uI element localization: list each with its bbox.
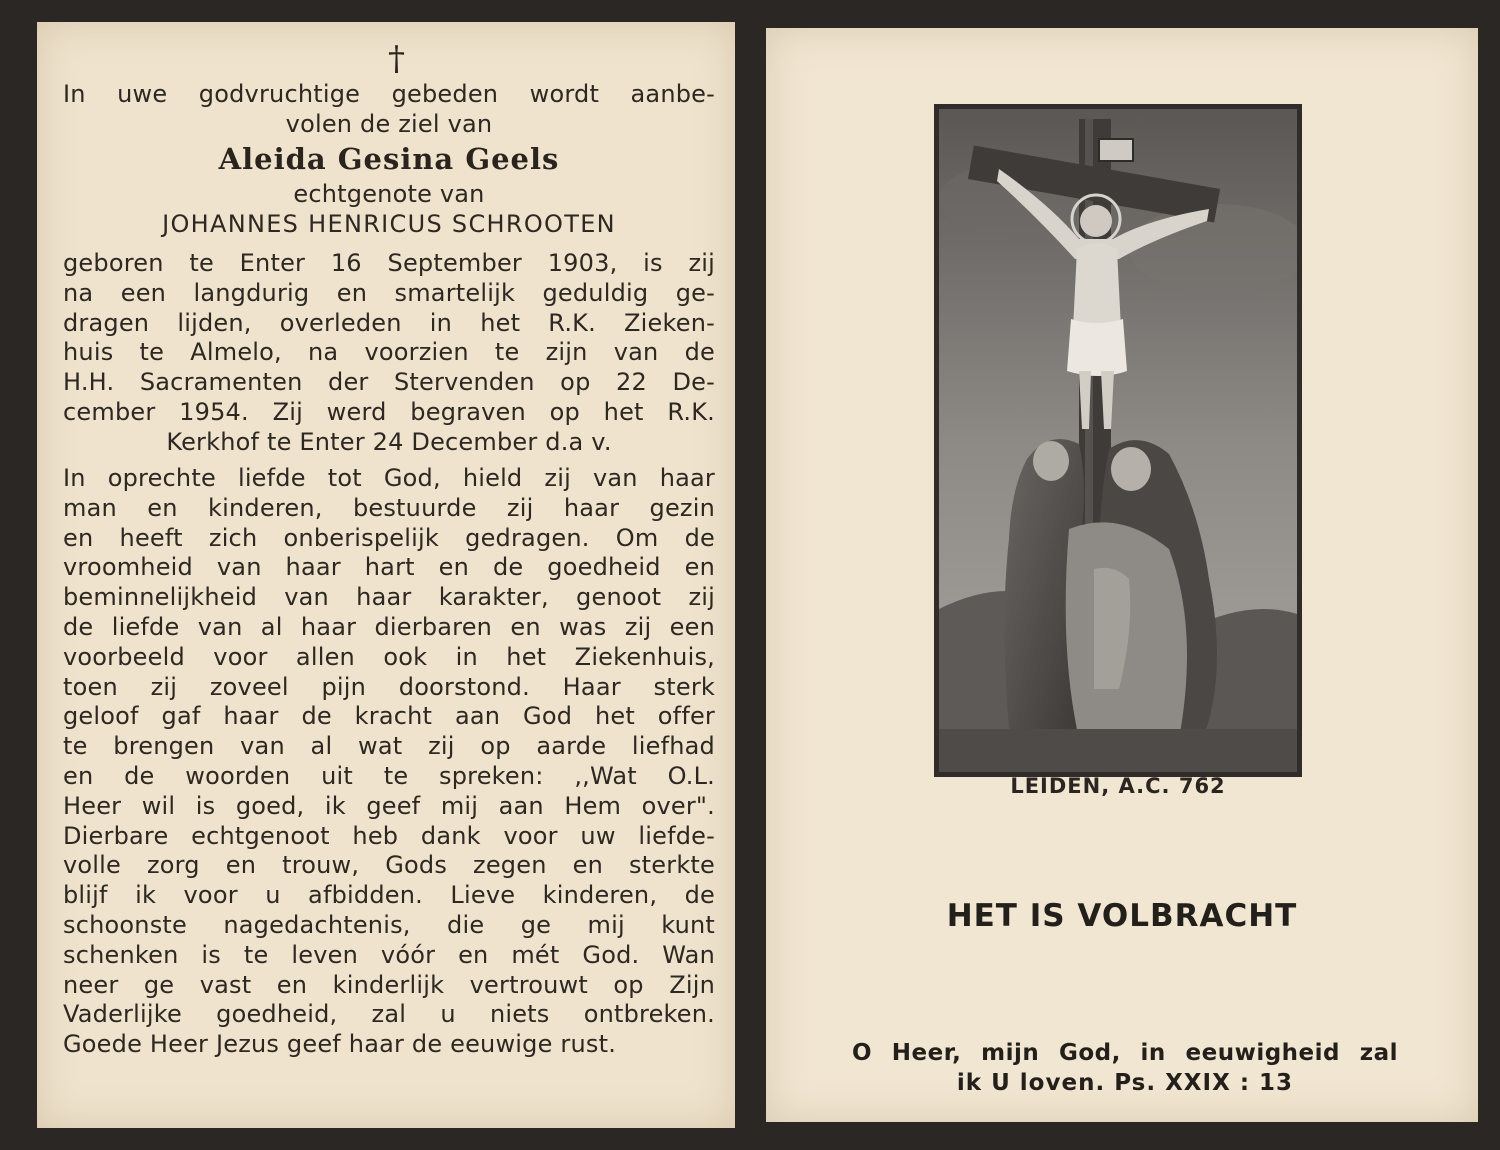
psalm-line: ik U loven. Ps. XXIX : 13 (956, 1070, 1294, 1096)
tribute-line: vroomheid van haar hart en de goedheid en (63, 553, 715, 582)
bio-line: huis te Almelo, na voorzien te zijn van de (63, 338, 715, 367)
bio-line: dragen lijden, overleden in het R.K. Zieken- (63, 308, 715, 337)
tribute-line: neer ge vast en kinderlijk vertrouwt op Zijn (63, 970, 715, 999)
bio-line: geboren te Enter 16 September 1903, is zij (63, 249, 715, 277)
intro-line: In uwe godvruchtige gebeden wordt aanbe- (63, 80, 715, 108)
deceased-name: Aleida Gesina Geels (218, 142, 560, 176)
tribute-paragraph (63, 464, 715, 1060)
tribute-line: man en kinderen, bestuurde zij haar gezin (63, 493, 715, 522)
psalm-line: O Heer, mijn God, in eeuwigheid zal (852, 1040, 1398, 1066)
tribute-line: en de woorden uit te spreken: ,,Wat O.L. (63, 761, 715, 790)
picture-caption: LEIDEN, A.C. 762 (1010, 774, 1226, 798)
bio-line: Kerkhof te Enter 24 December d.a v. (166, 427, 612, 456)
tribute-line: In oprechte liefde tot God, hield zij van haar (63, 464, 715, 492)
intro-line: volen de ziel van (285, 109, 493, 138)
tribute-line: schenken is te leven vóór en mét God. Wan (63, 940, 715, 969)
tribute-line: voorbeeld voor allen ook in het Ziekenhuis, (63, 642, 715, 671)
tribute-line: blijf ik voor u afbidden. Lieve kinderen, de (63, 881, 715, 910)
tribute-line: beminnelijkheid van haar karakter, genoot zij (63, 583, 715, 612)
tribute-line: Vaderlijke goedheid, zal u niets ontbreken. (63, 1000, 715, 1029)
spouse-name: JOHANNES HENRICUS SCHROOTEN (162, 209, 616, 238)
psalm-quote (852, 1038, 1398, 1098)
tribute-line: Heer wil is goed, ik geef mij aan Hem over". (63, 791, 715, 820)
heading-het-is-volbracht: HET IS VOLBRACHT (946, 898, 1298, 934)
crucifixion-picture (934, 104, 1302, 777)
tribute-line: schoonste nagedachtenis, die ge mij kunt (63, 910, 715, 939)
spouse-block (63, 180, 715, 240)
tribute-line: en heeft zich onberispelijk gedragen. Om de (63, 523, 715, 552)
tribute-line: geloof gaf haar de kracht aan God het offer (63, 702, 715, 731)
bio-line: na een langdurig en smartelijk geduldig ge- (63, 278, 715, 307)
spouse-label: echtgenote van (293, 180, 485, 208)
tribute-line: volle zorg en trouw, Gods zegen en sterkte (63, 851, 715, 880)
intro-text (63, 80, 715, 140)
tribute-line: te brengen van al wat zij op aarde liefhad (63, 732, 715, 761)
crucifixion-illustration (939, 109, 1297, 772)
cross-icon: † (388, 39, 405, 79)
memorial-card-picture-side (766, 28, 1478, 1122)
tribute-line: toen zij zoveel pijn doorstond. Haar sterk (63, 672, 715, 701)
closing-prayer: Goede Heer Jezus geef haar de eeuwige rust. (63, 1030, 617, 1059)
biography-paragraph (63, 249, 715, 458)
bio-line: H.H. Sacramenten der Stervenden op 22 De- (63, 368, 715, 397)
memorial-card-text-side (37, 22, 735, 1128)
tribute-line: de liefde van al haar dierbaren en was zij een (63, 612, 715, 641)
bio-line: cember 1954. Zij werd begraven op het R.K. (63, 397, 715, 426)
tribute-line: Dierbare echtgenoot heb dank voor uw liefde- (63, 821, 715, 850)
